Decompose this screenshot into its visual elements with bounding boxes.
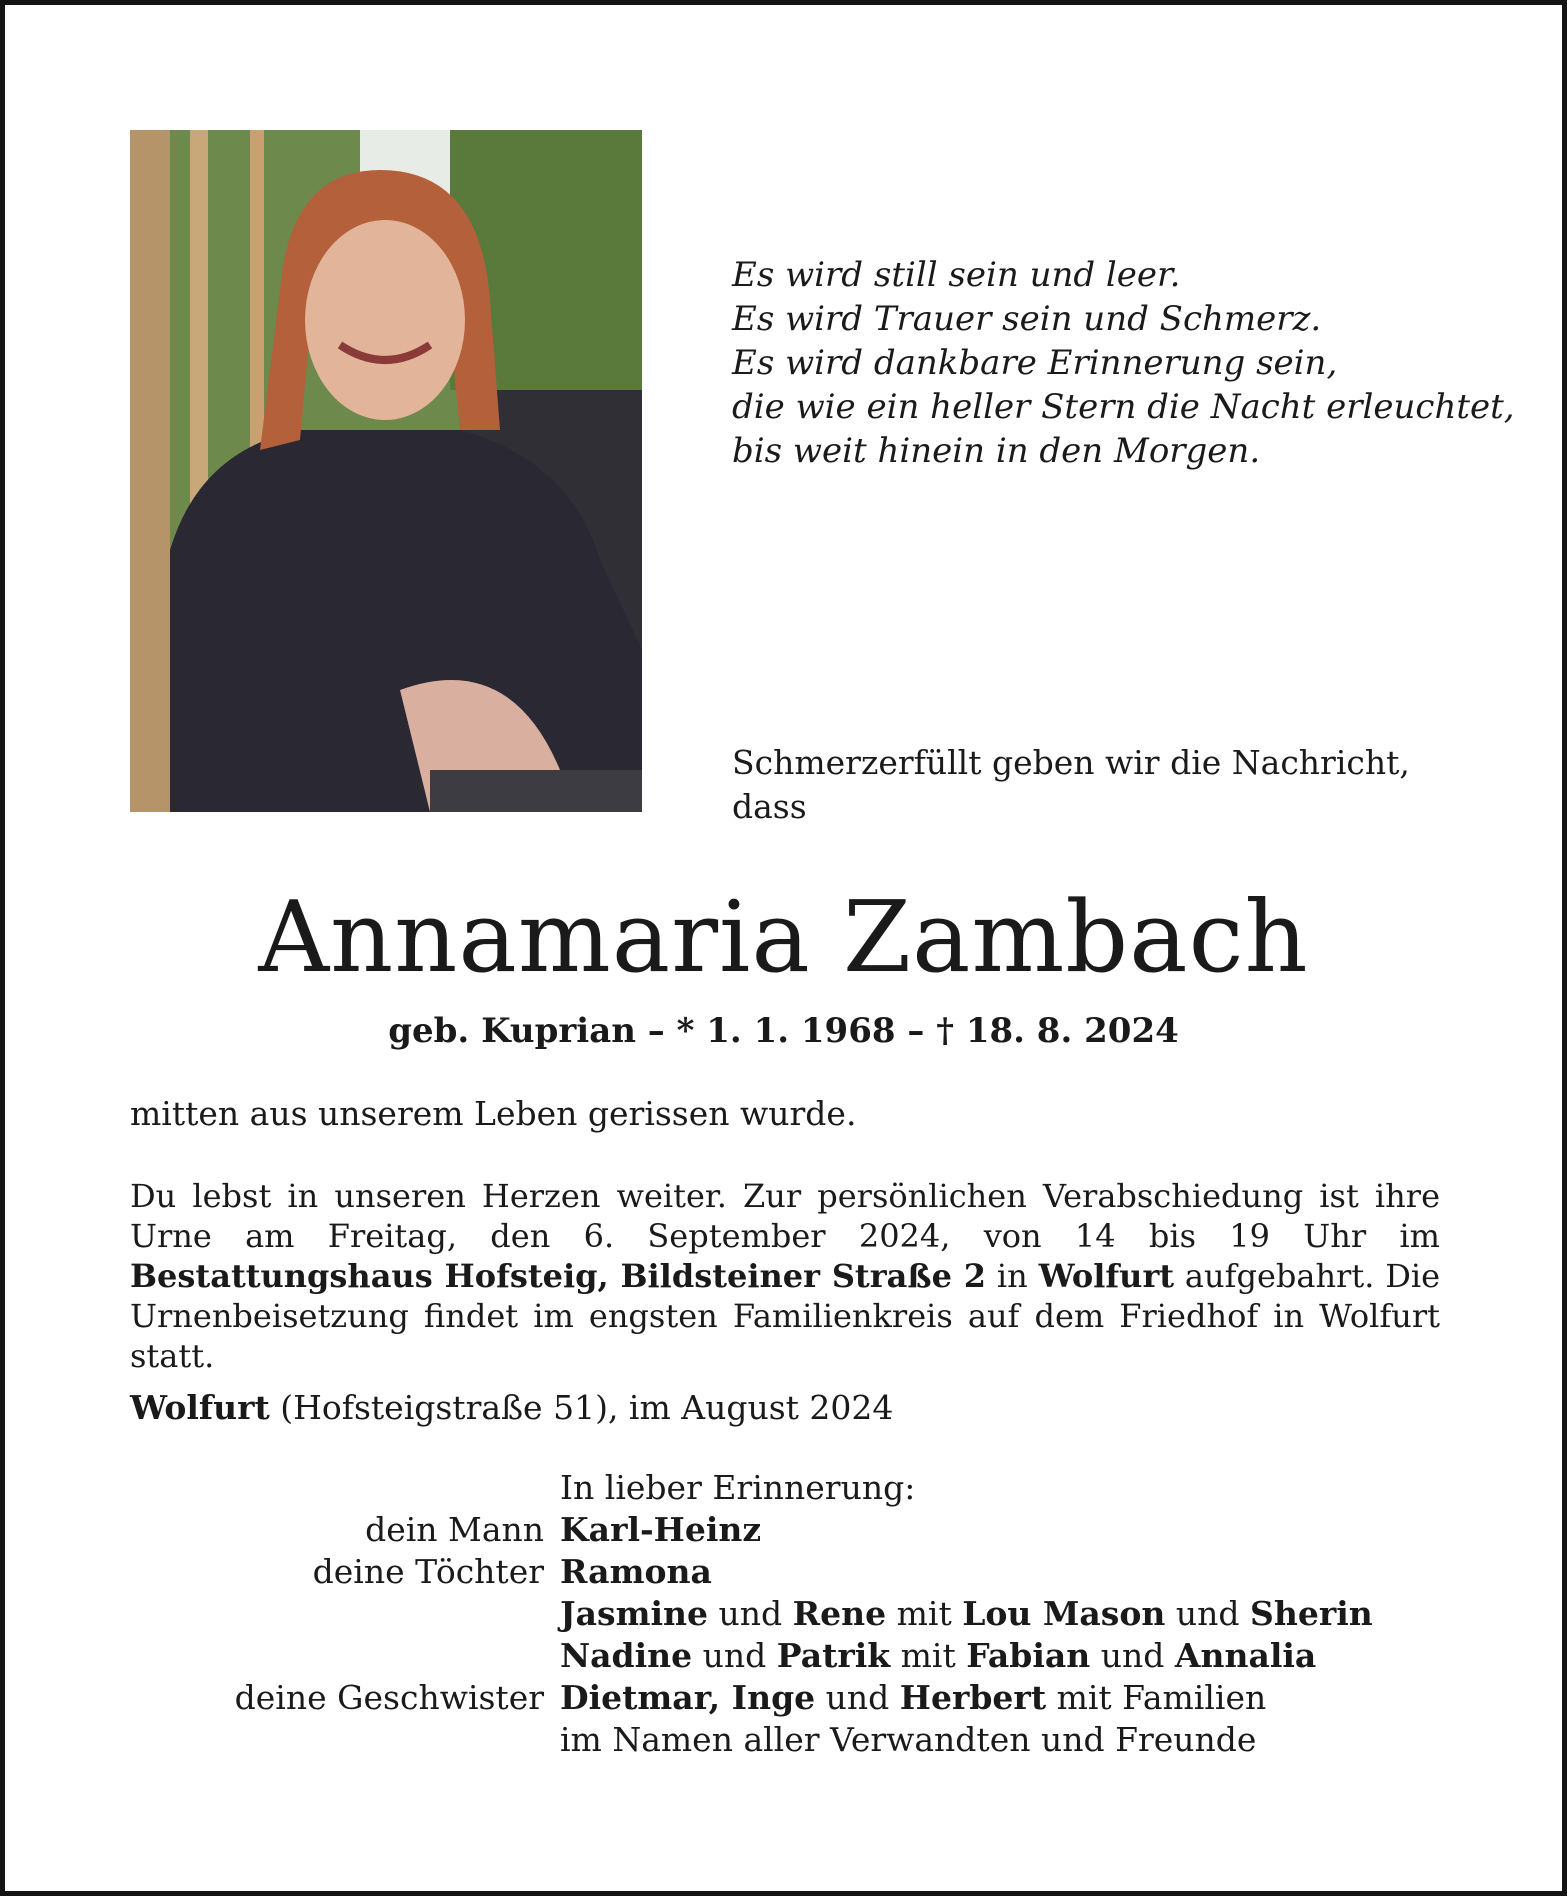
mourner-name: Nadine <box>560 1636 693 1675</box>
place-date <box>130 1388 1440 1428</box>
poem-line: Es wird Trauer sein und Schmerz. <box>732 299 1322 339</box>
mourner-name: Jasmine <box>560 1594 709 1633</box>
connector: und <box>825 1678 890 1717</box>
mourners-list <box>5 1467 1562 1761</box>
mourner-row <box>5 1635 1562 1677</box>
farewell-in: in <box>996 1257 1028 1295</box>
connector: und <box>718 1594 783 1633</box>
connector: und <box>702 1636 767 1675</box>
funeral-home: Bestattungshaus Hofsteig, Bildsteiner Straße 2 <box>130 1257 987 1295</box>
mourner-row <box>5 1677 1562 1719</box>
mourner-name: Karl-Heinz <box>560 1510 762 1549</box>
poem-line: Es wird dankbare Erinnerung sein, <box>732 343 1338 383</box>
deceased-name: Annamaria Zambach <box>258 881 1309 995</box>
poem-line: die wie ein heller Stern die Nacht erleuchtet, <box>732 387 1515 427</box>
mourner-row <box>5 1551 1562 1593</box>
connector: und <box>1100 1636 1165 1675</box>
mourner-row <box>5 1593 1562 1635</box>
connector: mit Familien <box>1056 1678 1267 1717</box>
connector: und <box>1175 1594 1240 1633</box>
relation-label: deine Geschwister <box>234 1678 544 1717</box>
farewell-text: Du lebst in unseren Herzen weiter. Zur persönlichen Verabschiedung ist ihre Urne am Freitag, den 6. September 2024, von 14 bis 19 Uhr im <box>130 1177 1440 1255</box>
portrait-illustration <box>130 130 642 812</box>
poem <box>732 253 1515 473</box>
farewell-paragraph <box>130 1176 1440 1376</box>
connector: mit <box>900 1636 956 1675</box>
mourner-name: Herbert <box>899 1678 1047 1717</box>
mourner-name: Annalia <box>1174 1636 1317 1675</box>
relation-label: dein Mann <box>365 1510 544 1549</box>
intro-text: Schmerzerfüllt geben wir die Nachricht, dass <box>732 743 1410 826</box>
mourner-row <box>5 1719 1562 1761</box>
funeral-town: Wolfurt <box>1038 1257 1175 1295</box>
mourner-name: Fabian <box>966 1636 1091 1675</box>
mourners-heading: In lieber Erinnerung: <box>560 1468 916 1507</box>
place-town: Wolfurt <box>130 1388 270 1427</box>
poem-line: Es wird still sein und leer. <box>732 255 1181 295</box>
after-name-text: mitten aus unserem Leben gerissen wurde. <box>130 1094 857 1133</box>
connector: mit <box>896 1594 952 1633</box>
mourners-heading-row <box>5 1467 1562 1509</box>
farewell-text-2: aufgebahrt. Die Urnenbeisetzung findet im engsten Familienkreis auf dem Friedhof in Wolfurt statt. <box>130 1257 1441 1375</box>
poem-line: bis weit hinein in den Morgen. <box>732 431 1261 471</box>
birth-death-dates: geb. Kuprian – * 1. 1. 1968 – † 18. 8. 2024 <box>388 1011 1179 1051</box>
mourner-name: Patrik <box>776 1636 891 1675</box>
closing-line: im Namen aller Verwandten und Freunde <box>560 1720 1257 1759</box>
mourner-name: Dietmar, Inge <box>560 1678 816 1717</box>
place-rest: (Hofsteigstraße 51), im August 2024 <box>280 1388 894 1427</box>
mourner-name: Ramona <box>560 1552 712 1591</box>
mourner-name: Sherin <box>1250 1594 1373 1633</box>
relation-label: deine Töchter <box>312 1552 544 1591</box>
mourner-name: Rene <box>792 1594 887 1633</box>
mourner-row <box>5 1509 1562 1551</box>
mourner-name: Lou Mason <box>962 1594 1166 1633</box>
portrait-photo <box>130 130 642 812</box>
